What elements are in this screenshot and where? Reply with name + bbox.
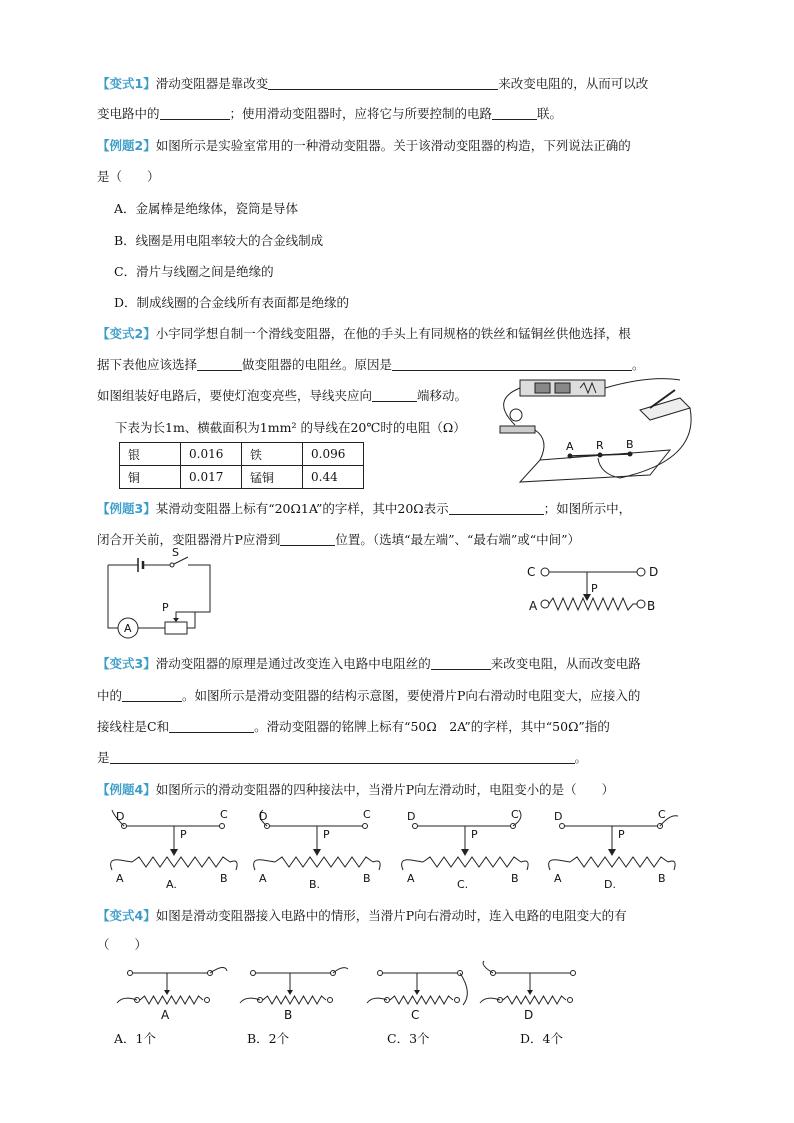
rheostat-structure-diagram bbox=[525, 560, 665, 620]
table-row bbox=[120, 443, 364, 466]
q5-tag: 【变式3】 bbox=[97, 656, 156, 671]
q3-text: 做变阻器的电阻丝。原因是 bbox=[242, 357, 393, 372]
q6-line1 bbox=[97, 781, 614, 799]
q6-tag: 【例题4】 bbox=[97, 782, 156, 797]
q3-text: 。 bbox=[632, 357, 645, 372]
answer-blank[interactable] bbox=[492, 106, 537, 120]
table-cell: 0.017 bbox=[181, 466, 242, 489]
ammeter-label: A bbox=[124, 622, 132, 635]
fig-label-b: B bbox=[658, 872, 666, 885]
q4-text: 闭合开关前，变阻器滑片P应滑到 bbox=[97, 532, 281, 547]
rheostat-connection-4 bbox=[540, 808, 680, 893]
q7-option-b[interactable]: B．2个 bbox=[247, 1031, 290, 1046]
answer-blank[interactable] bbox=[160, 106, 230, 120]
q1-text: 变电路中的 bbox=[97, 106, 160, 121]
fig-label-cap: D. bbox=[604, 878, 616, 891]
answer-blank[interactable] bbox=[268, 76, 498, 90]
table-cell: 银 bbox=[120, 443, 181, 466]
rheostat-connection-3 bbox=[393, 808, 533, 893]
q2-tag: 【例题2】 bbox=[97, 138, 156, 153]
q3-tag: 【变式2】 bbox=[97, 326, 156, 341]
rheostat-connection-2 bbox=[245, 808, 385, 893]
q7-option-d[interactable]: D．4个 bbox=[520, 1031, 563, 1046]
rheostat-case-c bbox=[365, 963, 485, 1028]
slider-p-label: P bbox=[591, 582, 598, 595]
table-cell: 铜 bbox=[120, 466, 181, 489]
q2-line1 bbox=[97, 137, 631, 155]
q3-text: 据下表他应该选择 bbox=[97, 357, 198, 372]
q1-text: ；使用滑动变阻器时，应将它与所要控制的电路 bbox=[229, 106, 493, 121]
rheostat-case-a bbox=[115, 963, 235, 1028]
terminal-b-label: B bbox=[647, 599, 656, 613]
fig-label-b: B bbox=[220, 872, 228, 885]
fig-label-a: A bbox=[259, 872, 267, 885]
fig-label-d: D bbox=[116, 810, 125, 823]
fig-label-c: C bbox=[658, 808, 666, 821]
q3-line3 bbox=[97, 387, 467, 405]
rheostat-case-d bbox=[478, 963, 598, 1028]
rheostat-case-b bbox=[238, 963, 358, 1028]
rheostat-connection-1 bbox=[102, 808, 242, 893]
q2-text: 如图所示是实验室常用的一种滑动变阻器。关于该滑动变阻器的构造，下列说法正确的 bbox=[155, 138, 631, 153]
q4-text: ；如图所示中， bbox=[543, 501, 632, 516]
q4-line1 bbox=[97, 500, 631, 518]
lamp-circuit-figure bbox=[480, 370, 710, 495]
q1-text: 联。 bbox=[537, 106, 563, 121]
fig-label-a: A bbox=[566, 440, 574, 453]
q2-option-b[interactable]: B．线圈是用电阻率较大的合金线制成 bbox=[114, 233, 324, 248]
fig-label-c: C bbox=[220, 808, 228, 821]
fig-label-b: B bbox=[511, 872, 519, 885]
fig-label-p: P bbox=[323, 828, 330, 841]
q3-text: 如图组装好电路后，要使灯泡变亮些，导线夹应向 bbox=[97, 388, 373, 403]
table-cell: 0.096 bbox=[303, 443, 364, 466]
fig-caption: C bbox=[411, 1008, 420, 1022]
q4-tag: 【例题3】 bbox=[97, 501, 156, 516]
q2-option-d[interactable]: D．制成线圈的合金线所有表面都是绝缘的 bbox=[114, 295, 350, 310]
q5-line1 bbox=[97, 655, 641, 673]
table-cell: 0.016 bbox=[181, 443, 242, 466]
q7-option-a[interactable]: A．1个 bbox=[114, 1031, 156, 1046]
q1-line1 bbox=[97, 75, 648, 93]
fig-label-b: B bbox=[626, 438, 634, 451]
q5-line2 bbox=[97, 687, 640, 705]
q2-line2: 是（ ） bbox=[97, 169, 160, 184]
fig-label-cap: C. bbox=[457, 878, 469, 891]
q5-text: 。如图所示是滑动变阻器的结构示意图，要使滑片P向右滑动时电阻变大，应接入的 bbox=[182, 688, 641, 703]
fig-label-a: A bbox=[116, 872, 124, 885]
table-cell: 0.44 bbox=[303, 466, 364, 489]
fig-caption: B bbox=[284, 1008, 293, 1022]
q5-text: 是 bbox=[97, 750, 110, 765]
q1-text: 滑动变阻器是靠改变 bbox=[155, 76, 269, 91]
fig-label-c: C bbox=[511, 808, 519, 821]
answer-blank[interactable] bbox=[280, 532, 335, 546]
q7-text: 如图是滑动变阻器接入电路中的情形，当滑片P向右滑动时，连入电路的电阻变大的有 bbox=[155, 908, 627, 923]
q1-text: 来改变电阻的，从而可以改 bbox=[498, 76, 649, 91]
fig-label-d: D bbox=[259, 810, 268, 823]
terminal-d-label: D bbox=[649, 565, 659, 579]
answer-blank[interactable] bbox=[110, 750, 575, 764]
answer-blank[interactable] bbox=[449, 501, 544, 515]
q5-line3 bbox=[97, 718, 610, 736]
fig-caption: D bbox=[524, 1008, 534, 1022]
fig-label-cap: B. bbox=[309, 878, 321, 891]
fig-label-b: B bbox=[363, 872, 371, 885]
fig-label-cap: A. bbox=[166, 878, 177, 891]
q1-tag: 【变式1】 bbox=[97, 76, 156, 91]
q5-text: 滑动变阻器的原理是通过改变连入电路中电阻丝的 bbox=[155, 656, 431, 671]
fig-label-p: P bbox=[180, 828, 187, 841]
q5-text: 接线柱是C和 bbox=[97, 719, 170, 734]
table-row bbox=[120, 466, 364, 489]
q5-text: 。 bbox=[574, 750, 588, 765]
q7-tag: 【变式4】 bbox=[97, 908, 156, 923]
fig-label-p: P bbox=[618, 828, 625, 841]
terminal-c-label: C bbox=[527, 565, 536, 579]
fig-label-p: P bbox=[471, 828, 478, 841]
answer-blank[interactable] bbox=[392, 357, 632, 371]
q3-text: 小宇同学想自制一个滑线变阻器，在他的手头上有同规格的铁丝和锰铜丝供他选择，根 bbox=[155, 326, 631, 341]
q7-line1 bbox=[97, 907, 627, 925]
q2-option-a[interactable]: A．金属棒是绝缘体，瓷筒是导体 bbox=[114, 201, 299, 216]
q3-text: 端移动。 bbox=[417, 388, 468, 403]
switch-label: S bbox=[172, 546, 179, 559]
q4-line2 bbox=[97, 531, 580, 549]
q4-text: 位置。（选填“最左端”、“最右端”或“中间”） bbox=[335, 532, 581, 547]
q5-line4 bbox=[97, 749, 587, 767]
q5-text: 中的 bbox=[97, 688, 123, 703]
answer-blank[interactable] bbox=[197, 357, 242, 371]
fig-label-d: D bbox=[554, 810, 563, 823]
slider-label: P bbox=[162, 601, 169, 614]
fig-label-r: R bbox=[596, 439, 604, 452]
resistance-table bbox=[119, 442, 364, 489]
fig-label-a: A bbox=[407, 872, 415, 885]
answer-blank[interactable] bbox=[169, 719, 254, 733]
q6-text: 如图所示的滑动变阻器的四种接法中，当滑片P向左滑动时，电阻变小的是（ ） bbox=[155, 782, 615, 797]
answer-blank[interactable] bbox=[372, 388, 417, 402]
answer-blank[interactable] bbox=[431, 656, 491, 670]
fig-label-c: C bbox=[363, 808, 371, 821]
q5-text: 。滑动变阻器的铭牌上标有“50Ω 2A”的字样，其中“50Ω”指的 bbox=[254, 719, 610, 734]
fig-label-a: A bbox=[554, 872, 562, 885]
fig-label-d: D bbox=[407, 810, 416, 823]
q3-table-caption: 下表为长1m、横截面积为1mm² 的导线在20℃时的电阻（Ω） bbox=[115, 420, 466, 435]
q3-line1 bbox=[97, 325, 631, 343]
q1-line2 bbox=[97, 105, 562, 123]
ammeter-circuit-diagram bbox=[100, 546, 220, 640]
fig-caption: A bbox=[161, 1008, 170, 1022]
q7-option-c[interactable]: C．3个 bbox=[387, 1031, 430, 1046]
q2-option-c[interactable]: C．滑片与线圈之间是绝缘的 bbox=[114, 264, 274, 279]
table-cell: 铁 bbox=[242, 443, 303, 466]
table-cell: 锰铜 bbox=[242, 466, 303, 489]
q7-line2: （ ） bbox=[97, 937, 148, 952]
terminal-a-label: A bbox=[529, 599, 538, 613]
q4-text: 某滑动变阻器上标有“20Ω1A”的字样，其中20Ω表示 bbox=[155, 501, 449, 516]
q5-text: 来改变电阻，从而改变电路 bbox=[490, 656, 641, 671]
answer-blank[interactable] bbox=[122, 688, 182, 702]
